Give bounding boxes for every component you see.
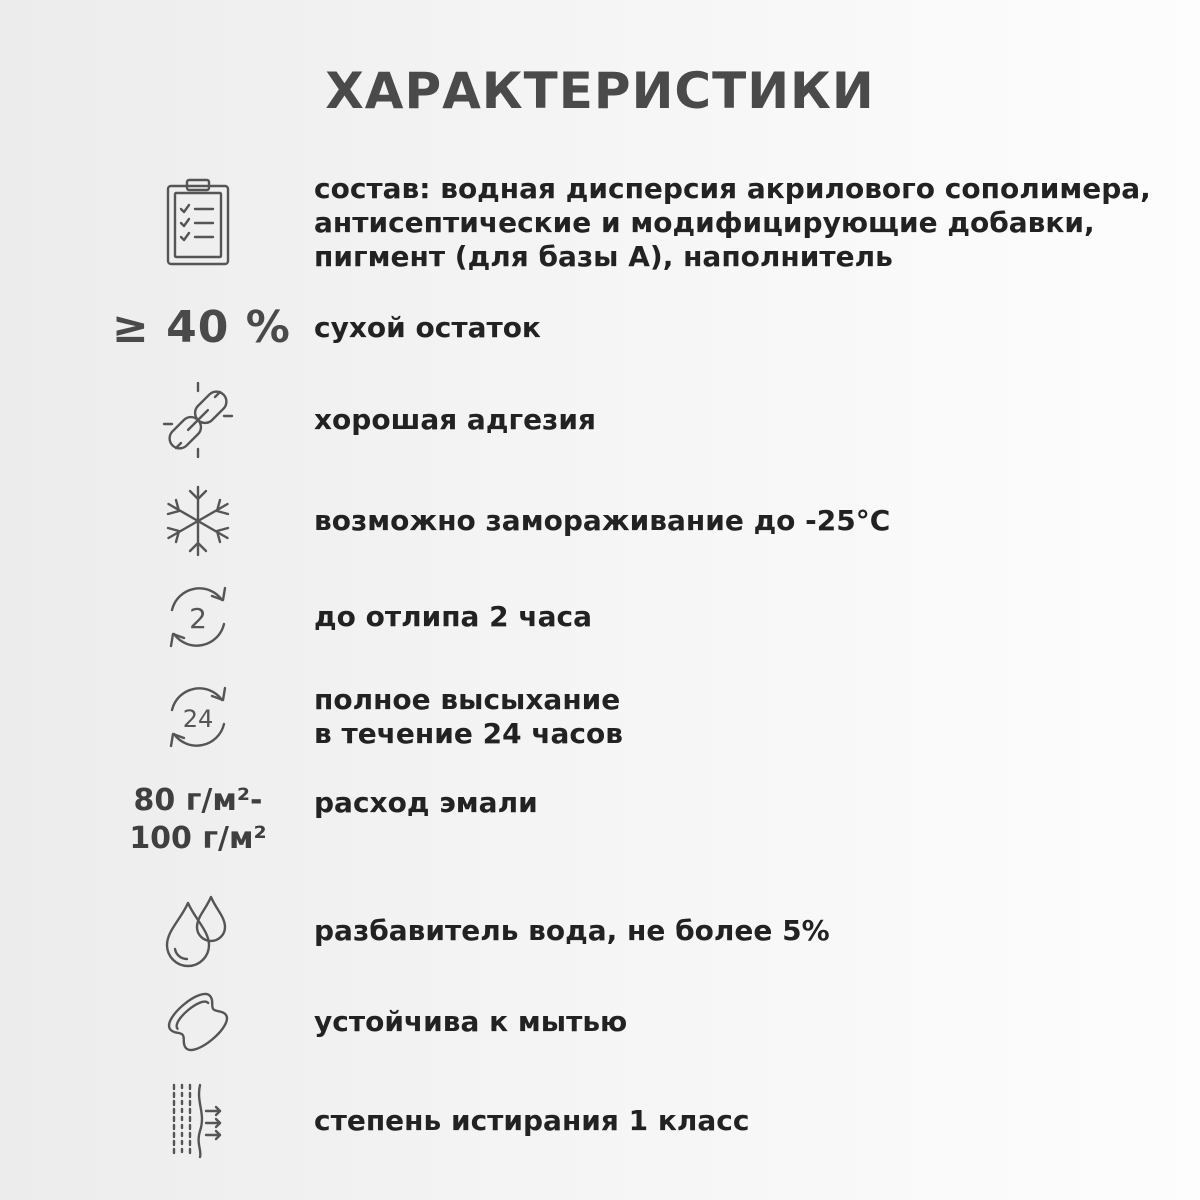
spec-label: полное высыхание в течение 24 часов	[314, 683, 623, 750]
spec-row-dry-residue	[100, 302, 1180, 353]
abrasion-icon	[166, 1083, 230, 1159]
dry-residue-value: ≥ 40 %	[112, 302, 291, 353]
spec-label: возможно замораживание до -25°С	[314, 504, 891, 537]
page-title: ХАРАКТЕРИСТИКИ	[325, 62, 875, 120]
spec-label: хорошая адгезия	[314, 403, 596, 436]
spec-row-adhesion	[100, 382, 1180, 458]
spec-label: разбавитель вода, не более 5%	[314, 914, 830, 947]
sponge-icon	[158, 984, 238, 1060]
svg-text:2: 2	[189, 602, 207, 635]
spec-label: устойчива к мытью	[314, 1005, 628, 1038]
spec-row-freezing	[100, 483, 1180, 559]
cycle-24-icon	[160, 680, 236, 754]
spec-row-composition	[100, 172, 1180, 274]
spec-row-tack-free	[100, 580, 1180, 654]
spec-row-thinner	[100, 893, 1180, 969]
svg-text:24: 24	[182, 705, 214, 733]
chain-link-icon	[158, 382, 238, 458]
spec-label: степень истирания 1 класс	[314, 1104, 750, 1137]
consumption-value: 80 г/м²- 100 г/м²	[129, 783, 267, 856]
spec-row-consumption	[100, 782, 1180, 858]
spec-label: расход эмали	[314, 786, 538, 819]
spec-label: сухой остаток	[314, 310, 541, 344]
spec-row-full-drying	[100, 680, 1180, 754]
cycle-2-icon	[160, 580, 236, 654]
spec-label: состав: водная дисперсия акрилового сополимера, антисептические и модифицирующие добавки, пигмент (для базы А), наполнитель	[314, 172, 1151, 273]
clipboard-checklist-icon	[163, 178, 233, 268]
water-drops-icon	[161, 893, 235, 969]
spec-row-washable	[100, 984, 1180, 1060]
spec-label: до отлипа 2 часа	[314, 600, 593, 633]
spec-row-abrasion	[100, 1083, 1180, 1159]
snowflake-icon	[160, 483, 236, 559]
